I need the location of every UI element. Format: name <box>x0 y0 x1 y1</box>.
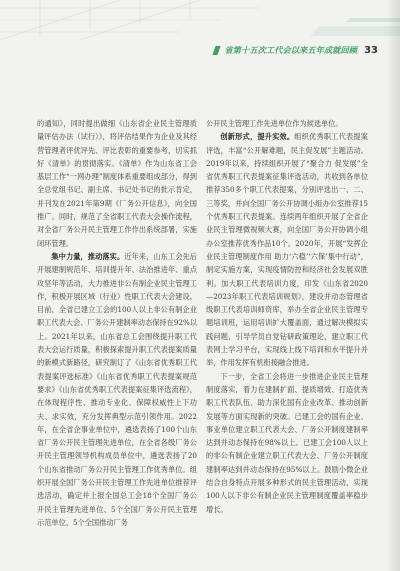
left-text-column <box>37 117 197 529</box>
paragraph <box>206 130 368 369</box>
paragraph <box>37 250 197 529</box>
paragraph <box>206 117 368 130</box>
paragraph <box>37 117 197 250</box>
header-title: 省第十五次工代会以来五年成就回顾 <box>224 45 358 55</box>
right-text-column <box>206 117 368 516</box>
running-header <box>214 45 378 56</box>
paragraph-lead: 集中力量，推动落实。 <box>51 251 125 261</box>
page-number: 33 <box>364 45 378 56</box>
paragraph-text: 组织优秀职工代表提案评选，丰富“公开解难题，民主促发展”主题活动。2019年以来，持续组织开展了“聚合力 促发展”全省优秀职工代表提案征集评选活动，共收到各单位推荐350多个职工代表提案，分别评选出一、二、三等奖，并向全国厂务公开协调小组办公室推荐15个优秀职工代表提案。连续两年组织开展了全省企业民主管理微视频大赛，向全国厂务公开协调小组办公室推荐优秀作品10个。2020年，开展“发挥企业民主管理制度作用 助力‘六稳’‘六保’集中行动”，制定实施方案，实现疫情防控和经济社会发展双胜利。加大职工代表培训力度，印发《山东省2020—2023年职工代表培训规划》，建设并动态管理省级职工代表培训师资库，举办全省企业民主管理专题培训班，运用培训扩大覆盖面，通过解决模拟实践问题，引导学员自觉钻研政策理论，建立职工代表网上学习平台，实现线上线下培训和水平提升并举，作用发挥有机衔接融合推进。 <box>206 132 368 368</box>
paragraph-lead: 创新形式，提升实效。 <box>220 132 295 142</box>
top-grid-decoration <box>0 0 400 48</box>
paragraph-text: 下一步，全省工会将进一步推进企业民主管理制度落实，着力在建制扩面、提质增效、打造优秀职工代表队伍、助力深化国有企业改革、推动创新发展等方面实现新的突破。已建工会的国有企业、事业单位建立职工代表大会、厂务公开制度建制率达到并动态保持在98%以上。已建工会100人以上的非公有制企业建立职工代表大会、厂务公开制度建制率达到并动态保持在95%以上。鼓励小微企业结合自身特点开展多种形式的民主管理活动，实现100人以下非公有制企业民主管理制度覆盖率稳步增长。 <box>206 371 368 514</box>
paragraph-text: 的通知》，同时提出做细《山东省企业民主管理质量评估办法（试行）》，将评估结果作为企业及其经营管理者评优评先、评比表彰的重要参考，切实抓好《清单》的贯彻落实。《清单》作为山东省工会基层工作“一网办理”制度体系重要组成部分，得到全总党组书记、副主席、书记处书记的批示肯定，并刊发在2021年第9期《厂务公开信息》，向全国推广。同时，规范了全省职工代表大会操作流程，对全省厂务公开民主管理工作作出系统部署，实施闭环管理。 <box>37 119 197 248</box>
paragraph <box>206 370 368 516</box>
header-accent-mark <box>213 46 221 55</box>
paragraph-text: 近年来，山东工会先后开展建制规范年、培训提升年、法治推进年、重点攻坚年等活动，大力推进非公有制企业民主管理工作，积极开展区域（行业）性职工代表大会建设。目前，全省已建立工会的100人以上非公有制企业职工代表大会、厂务公开建制率动态保持在92%以上。2021年以来，山东省总工会围绕提升职工代表大会运行质量，积极探索提升职工代表提案质量的新模式新路径，研究制订了《山东省优秀职工代表提案评选标准》《山东省优秀职工代表提案规范要求》《山东省优秀职工代表提案征集评选流程》，在体现程序性、推动专业化、保障权威性上下功夫、求实效，充分发挥典型示范引领作用。2022年，在全省企事业单位中，遴选表扬了100个山东省厂务公开民主管理先进单位，在全省各级厂务公开民主管理领导机构成员单位中，遴选表扬了20个山东省推动厂务公开民主管理工作优秀单位。组织开展全国厂务公开民主管理工作先进单位推荐评选活动，确定并上报全国总工会18个全国厂务公开民主管理先进单位、5个全国厂务公开民主管理示范单位、5个全国推动厂务 <box>37 251 197 527</box>
page-edge-shadow <box>386 0 400 571</box>
paragraph-text: 公开民主管理工作先进单位作为候选单位。 <box>206 119 343 128</box>
